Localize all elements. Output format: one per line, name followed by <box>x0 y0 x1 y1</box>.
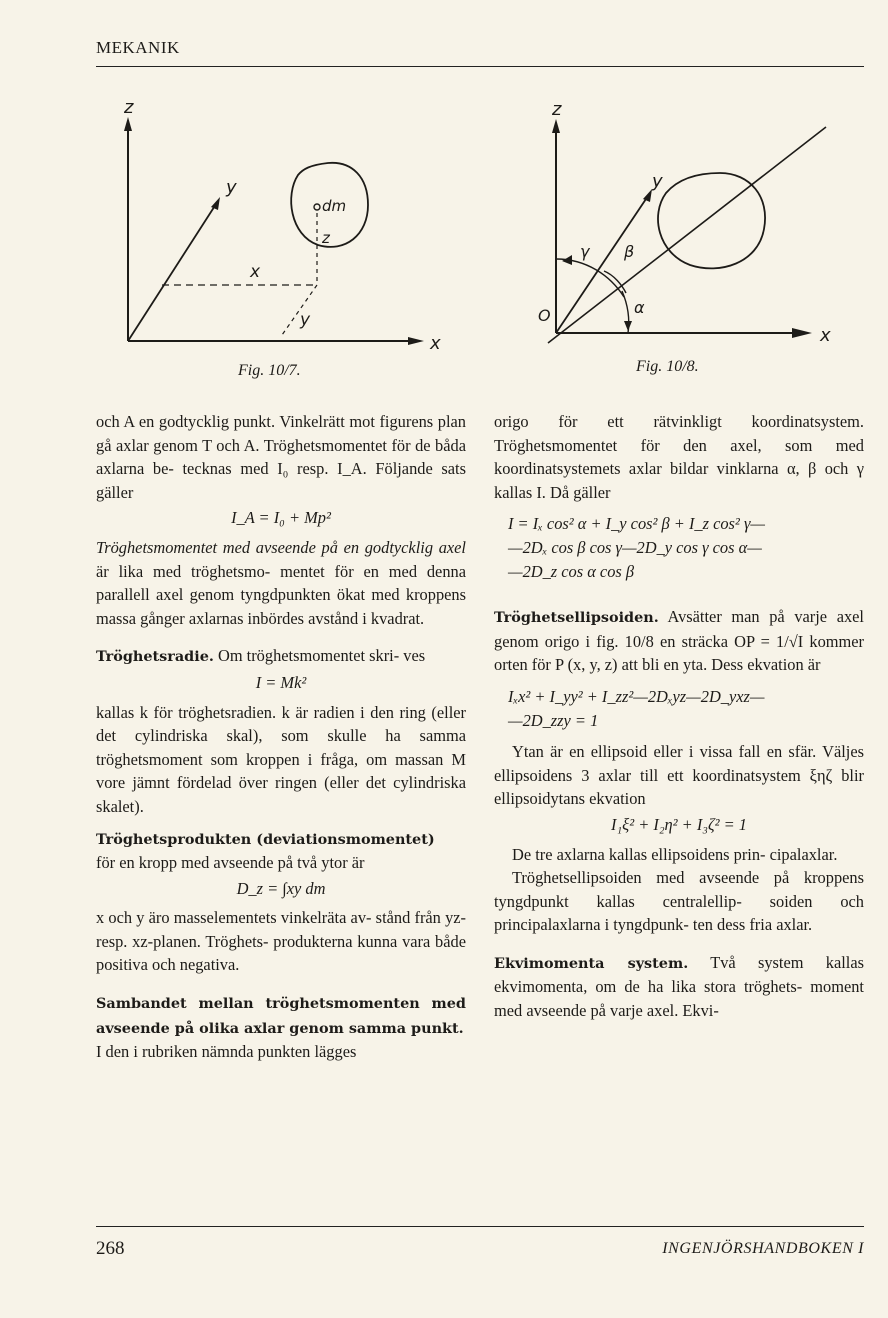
label-z: z <box>124 97 134 118</box>
label-x: x <box>820 325 831 346</box>
paragraph-principal-axes: De tre axlarna kallas ellipsoidens prin- cipalaxlar. <box>512 844 838 864</box>
footer-rule <box>96 1226 864 1227</box>
y-arrow <box>211 197 220 210</box>
equation-moment-line1: I = Iₓ cos² α + I_y cos² β + I_z cos² γ— <box>508 514 765 534</box>
figure-10-8 <box>530 95 850 355</box>
heading-ekvimomenta: Ekvimomenta system. <box>494 954 689 972</box>
z-arrow <box>124 117 132 131</box>
left-column <box>96 410 466 1064</box>
label-origin: O <box>538 306 551 325</box>
theorem-italic: Tröghetsmomentet med avseende på en godtycklig axel <box>96 537 466 557</box>
equation-ellipsoid-line1: Iₓx² + I_yy² + I_zz²—2Dₓyz—2D_yxz— <box>508 686 765 706</box>
equation-ellipsoid-line2: —2D_zzy = 1 <box>508 710 599 730</box>
heading-sambandet: Sambandet mellan tröghetsmomenten med avseende på olika axlar genom samma punkt. <box>96 995 466 1037</box>
paragraph-ellipsoid <box>494 605 864 677</box>
equation-radius: I = Mk² <box>255 672 307 692</box>
heading-troghetsprodukten: Tröghetsprodukten (deviationsmomentet) <box>96 830 435 848</box>
label-alpha: α <box>634 298 645 317</box>
paragraph-parallel-axes-intro: och A en godtycklig punkt. Vinkelrätt mot figurens plan gå axlar genom T och A. Tröghetsmomentet för de båda axlarna be- tecknas med I₀ resp. I_A. Följande sats gäller <box>96 412 466 502</box>
ekvi-text: Två system kallas ekvimomenta, om de ha lika stora tröghets- moment med avseende på varje axel. Ekvi- <box>494 952 864 1021</box>
label-y: y <box>226 177 237 198</box>
mass-element-point <box>314 204 320 210</box>
label-y: y <box>652 171 663 192</box>
label-beta: β <box>624 242 635 261</box>
header-rule <box>96 66 864 67</box>
paragraph-steiner-theorem <box>96 536 466 630</box>
paragraph-central-ellipsoid: Tröghetsellipsoiden med avseende på kroppens tyngdpunkt kallas centralellip- soiden och principalaxlarna i tyngdpunk- ten dess fria axlar. <box>494 868 864 935</box>
equation-steiner: I_A = I₀ + Mp² <box>231 508 331 528</box>
label-x-proj: x <box>250 262 261 282</box>
paragraph-origin-intro: origo för ett rätvinkligt koordinatsystem. Tröghetsmomentet för den axel, som med koordinatsystemets axlar bildar vinklarna α, β och γ kallas I. Då gäller <box>494 412 864 502</box>
figure-10-7-drawing <box>110 95 460 355</box>
x-arrow <box>408 337 424 345</box>
paragraph-radius-explanation: kallas k för tröghetsradien. k är radien i den ring (eller det cylindriska skal), som skulle ha samma tröghetsmoment som kroppen i fråga, om massan M vore jämnt fördelad över ringen (eller det cylindriska skalet). <box>96 702 466 816</box>
page-number: 268 <box>96 1238 125 1259</box>
equation-moment-line2: —2Dₓ cos β cos γ—2D_y cos γ cos α— <box>508 537 762 557</box>
running-title: MEKANIK <box>96 38 180 57</box>
equation-principal: I₁ξ² + I₂η² + I₃ζ² = 1 <box>611 814 747 834</box>
label-z: z <box>552 99 562 120</box>
paragraph-equimomental <box>494 951 864 1023</box>
paragraph-product-intro: för en kropp med avseende på två ytor är <box>96 853 365 873</box>
equation-product: D_z = ∫xy dm <box>236 878 326 898</box>
figure-10-8-caption: Fig. 10/8. <box>636 358 699 375</box>
paragraph-ellipsoid-surface: Ytan är en ellipsoid eller i vissa fall en sfär. Väljes ellipsoidens 3 axlar till ett koordinatsystem ξηζ blir ellipsoidytans ekvation <box>494 742 864 809</box>
equation-moment-line3: —2D_z cos α cos β <box>508 561 635 581</box>
figure-10-8-drawing <box>530 95 850 355</box>
paragraph-product-explanation: x och y äro masselementets vinkelräta av- stånd från yz- resp. xz-planen. Tröghets- produkterna kunna vara både positiva och negativa. <box>96 908 466 975</box>
heading-troghetsellipsoiden: Tröghetsellipsoiden. <box>494 609 659 627</box>
label-z-proj: z <box>322 229 330 247</box>
label-dm: dm <box>322 197 347 215</box>
book-title: INGENJÖRSHANDBOKEN I <box>662 1240 864 1257</box>
radie-text: Om tröghetsmomentet skri- ves <box>217 646 426 666</box>
arc-alpha-arrow <box>624 321 632 331</box>
x-arrow <box>792 328 812 338</box>
theorem-rest: är lika med tröghetsmo- mentet för en med denna parallell axel genom tyngdpunkten ökat med kroppens massa gånger axlarnas inbördes avstånd i kvadrat. <box>96 561 466 628</box>
arc-beta <box>604 271 626 293</box>
paragraph-radius-of-gyration <box>96 644 466 669</box>
figure-10-7-caption: Fig. 10/7. <box>238 362 301 379</box>
right-column <box>494 410 864 1023</box>
y-axis <box>128 201 218 341</box>
figure-10-7 <box>110 95 460 355</box>
paragraph-sambandet-start: I den i rubriken nämnda punkten lägges <box>96 1042 357 1062</box>
label-x-axis: x <box>430 333 441 354</box>
ellipsoid-text: Avsätter man på varje axel genom origo i fig. 10/8 en sträcka OP = 1/√I kommer orten för P (x, y, z) att bli en yta. Dess ekvation är <box>494 607 864 675</box>
z-arrow <box>552 119 560 133</box>
label-gamma: γ <box>580 242 590 261</box>
label-y-proj: y <box>300 310 311 330</box>
heading-troghetsradie: Tröghetsradie. <box>96 648 214 666</box>
oblique-axis <box>548 127 826 343</box>
